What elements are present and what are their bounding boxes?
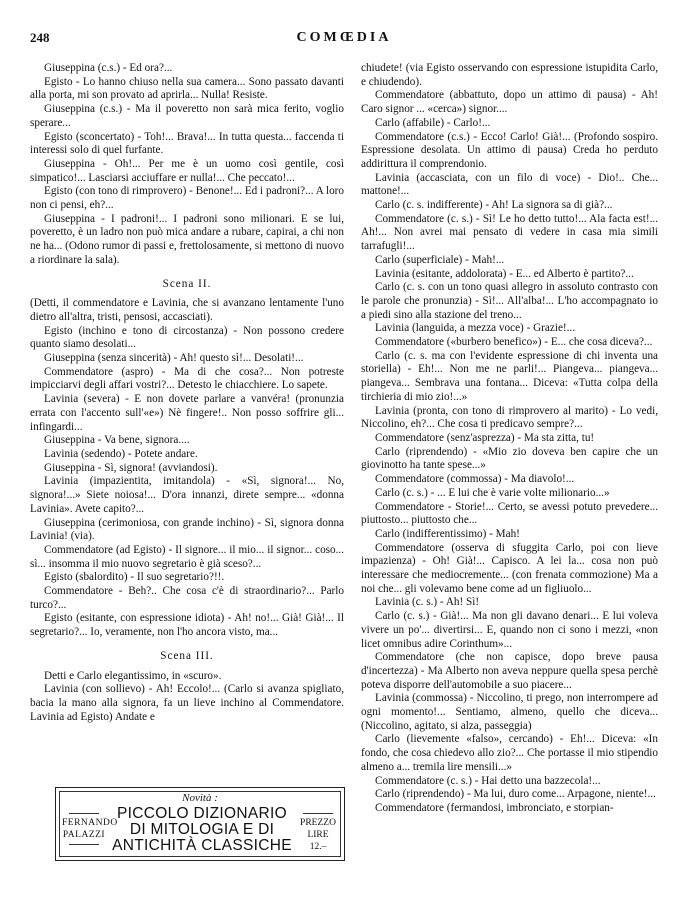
dialogue-paragraph: Commendatore - Beh?.. Che cosa c'è di straordinario?... Parlo turco?... bbox=[30, 585, 344, 611]
dialogue-paragraph: Giuseppina (c.s.) - Ed ora?... bbox=[44, 62, 173, 74]
journal-title: COMŒDIA bbox=[296, 30, 392, 45]
divider bbox=[69, 844, 99, 845]
page-number: 248 bbox=[30, 30, 50, 45]
dialogue-paragraph: Giuseppina (c.s.) - Ma il poveretto non sarà mica ferito, voglio sperare... bbox=[30, 103, 344, 129]
dialogue-paragraph: Carlo (c. s.) - ... E lui che è varie volte milionario...» bbox=[375, 486, 610, 499]
page-header bbox=[30, 30, 658, 50]
divider bbox=[303, 813, 333, 814]
dialogue-paragraph: Commendatore (commossa) - Ma diavolo!... bbox=[375, 473, 575, 486]
book-title-line: PICCOLO DIZIONARIO bbox=[117, 805, 287, 822]
dialogue-paragraph: Egisto (sconcertato) - Toh!... Brava!... In tutta questa... faccenda ti interessi solo di quel furfante. bbox=[30, 130, 344, 157]
author-last-name: PALAZZI bbox=[62, 830, 106, 840]
dialogue-paragraph: Commendatore (senz'asprezza) - Ma sta zitta, tu! bbox=[375, 431, 595, 444]
dialogue-paragraph: Giuseppina - Va bene, signora.... bbox=[44, 434, 190, 447]
dialogue-paragraph: Egisto (con tono di rimprovero) - Benone!... Ed i padroni?... A loro non ci pensi, eh?... bbox=[30, 185, 344, 212]
dialogue-paragraph: Lavinia (accasciata, con un filo di voce) - Dio!.. Che... mattone!... bbox=[361, 171, 658, 198]
advertisement-label: Novità : bbox=[182, 792, 218, 804]
dialogue-paragraph: Commendatore - Storie!... Certo, se avessi potuto prevedere... piuttosto... piuttosto che... bbox=[361, 500, 658, 527]
book-title-line: ANTICHITÀ CLASSICHE bbox=[112, 837, 292, 854]
advertisement-inner-frame bbox=[59, 791, 341, 857]
dialogue-paragraph: Commendatore (che non capisce, dopo breve pausa d'incertezza) - Ma Alberto non aveva neppure quella spesa perchè poteva disporre dell'automobile a suo piacere... bbox=[361, 651, 658, 691]
dialogue-paragraph: Carlo (c. s.) - Già!... Ma non gli davano denari... E lui voleva vivere un po'... divertirsi... E, quando non ci sono i mezzi, «non licet omnibus adire Corinthum»... bbox=[361, 610, 658, 650]
dialogue-paragraph: Giuseppina - I padroni!... I padroni sono milionari. E se lui, poveretto, è un ladro non può mica andare a rubare, capirai, a chi non ne ha... (Odono rumor di passi e, frettolosamente, si mettono di nuovo a riordinare la sala). bbox=[30, 212, 344, 266]
dialogue-paragraph: Commendatore (c. s.) - Hai detto una bazzecola!... bbox=[375, 774, 601, 787]
author-first-name: FERNANDO bbox=[62, 818, 118, 828]
dialogue-paragraph: Commendatore (c. s.) - Sì! Le ho detto tutto!... Ala facta est!... Ah!... Non avrei mai pensato di vedere in casa mia simili tarrafugli!... bbox=[361, 212, 658, 253]
dialogue-paragraph: Commendatore («burbero benefico») - E... che cosa diceva?... bbox=[375, 336, 653, 349]
dialogue-paragraph: Carlo (riprendendo) - «Mio zio doveva ben capire che un giovinotto ha tante spese...» bbox=[361, 445, 658, 472]
dialogue-paragraph: Carlo (riprendendo) - Ma lui, duro come... Arpagone, niente!... bbox=[375, 788, 656, 801]
price-value: LIRE 12.– bbox=[307, 830, 329, 852]
advertisement-book-title bbox=[110, 806, 294, 854]
dialogue-paragraph: Giuseppina - Sì, signora! (avviandosi). bbox=[44, 461, 218, 474]
dialogue-paragraph: Egisto - Lo hanno chiuso nella sua camera... Sono passato davanti alla porta, mi son provato ad aprirla... Nulla! Resiste. bbox=[30, 75, 344, 102]
dialogue-paragraph: Giuseppina (senza sincerità) - Ah! questo sì!... Desolati!... bbox=[44, 352, 304, 365]
dialogue-paragraph: Carlo (c. s. ma con l'evidente espressione di chi inventa una storiella) - Eh!... Non me ne parli!... Piangeva... piangeva... piangeva... Sembrava una fontana... Diceva: «Tutta colpa della tirchieria di mio zio!...» bbox=[361, 349, 658, 403]
dialogue-paragraph: Carlo (c. s. con un tono quasi allegro in assoluto contrasto con le parole che pronunzia) - Sì!... All'alba!... L'ho accompagnato io a piedi sino alla stazione del treno... bbox=[361, 281, 658, 321]
dialogue-paragraph: Egisto (sbalordito) - Il suo segretario?!!. bbox=[44, 571, 225, 584]
scene-heading: Scena II. bbox=[162, 277, 212, 290]
dialogue-paragraph: Commendatore (abbattuto, dopo un attimo di pausa) - Ah! Caro signor ... «cerca») signor.... bbox=[361, 89, 658, 116]
right-text-column bbox=[361, 62, 658, 816]
dialogue-paragraph: Giuseppina - Oh!... Per me è un uomo così gentile, così simpatico!... Lasciarsi acciuffare er nulla!... Che peccato!... bbox=[30, 157, 344, 184]
dialogue-paragraph: Lavinia (c. s.) - Ah! Sì! bbox=[375, 596, 480, 609]
dialogue-paragraph: Carlo (superficiale) - Mah!... bbox=[375, 253, 505, 266]
dialogue-paragraph: Commendatore (c.s.) - Ecco! Carlo! Già!... (Profondo sospiro. Espressione desolata. Un attimo di pausa) Creda ho perduto addirittura il comprendonio. bbox=[361, 130, 658, 170]
dialogue-paragraph: Carlo (indifferentissimo) - Mah! bbox=[375, 527, 520, 540]
dialogue-paragraph: Lavinia (esitante, addolorata) - E... ed Alberto è partito?... bbox=[375, 267, 634, 280]
scene-heading: Scena III. bbox=[160, 649, 214, 662]
dialogue-paragraph: Commendatore (osserva di sfuggita Carlo, poi con lieve impazienza) - Oh! Già!... Capisco. A lei la... cosa non può interessare che mediocremente... (con frenata commozione) Ma a noi che... gli volevamo bene come ad un figliuolo... bbox=[361, 541, 658, 595]
dialogue-paragraph: Egisto (esitante, con espressione idiota) - Ah! no!... Già! Già!... Il segretario?... Io, veramente, non l'ho ancora visto, ma... bbox=[30, 612, 344, 639]
dialogue-paragraph: Lavinia (sedendo) - Potete andare. bbox=[44, 447, 198, 460]
price-label: PREZZO bbox=[300, 818, 336, 828]
dialogue-paragraph: Carlo (affabile) - Carlo!... bbox=[375, 116, 491, 129]
dialogue-paragraph: Lavinia (pronta, con tono di rimprovero al marito) - Lo vedi, Niccolino, eh?... Che cosa ti predicavo sempre?... bbox=[361, 404, 658, 431]
dialogue-paragraph: chiudete! (via Egisto osservando con espressione istupidita Carlo, e chiudendo). bbox=[361, 62, 658, 88]
dialogue-paragraph: (Detti, il commendatore e Lavinia, che si avanzano lentamente l'uno dietro all'altra, tristi, pensosi, accasciati). bbox=[30, 297, 344, 323]
book-advertisement bbox=[55, 787, 345, 861]
advertisement-price bbox=[298, 810, 338, 860]
dialogue-paragraph: Egisto (inchino e tono di circostanza) - Non possono credere quanto siamo desolati... bbox=[30, 324, 344, 351]
dialogue-paragraph: Commendatore (aspro) - Ma di che cosa?... Non potreste impicciarvi degli affari vostri?... Detesto le chiacchiere. Lo sapete. bbox=[30, 365, 344, 392]
dialogue-paragraph: Lavinia (languida, a mezza voce) - Grazie!... bbox=[375, 322, 576, 335]
dialogue-paragraph: Carlo (c. s. indifferente) - Ah! La signora sa di già?... bbox=[375, 199, 613, 212]
dialogue-paragraph: Detti e Carlo elegantissimo, in «scuro». bbox=[44, 669, 222, 682]
left-text-column bbox=[30, 62, 344, 724]
divider bbox=[303, 856, 333, 857]
dialogue-paragraph: Lavinia (severa) - E non dovete parlare a vanvéra! (pronunzia errata con l'accento sull'«e») Nè fingere!.. Non posso soffrire gli... infingardi... bbox=[30, 393, 344, 433]
divider bbox=[69, 813, 99, 814]
dialogue-paragraph: Commendatore (ad Egisto) - Il signore... il mio... il signor... coso... sì... insomma il mio nuovo segretario è già sceso?... bbox=[30, 543, 344, 570]
advertisement-author bbox=[62, 810, 118, 848]
book-title-line: DI MITOLOGIA E DI bbox=[129, 821, 275, 838]
dialogue-paragraph: Commendatore (fermandosi, imbronciato, e storpian- bbox=[375, 801, 614, 814]
dialogue-paragraph: Lavinia (impazientita, imitandola) - «Sì, signora!... No, signora!...» Siete noiosa!... D'ora innanzi, direte sempre... «donna Lavinia». Avete capito?... bbox=[30, 475, 344, 515]
dialogue-paragraph: Giuseppina (cerimoniosa, con grande inchino) - Sì, signora donna Lavinia! (via). bbox=[30, 516, 344, 543]
dialogue-paragraph: Carlo (lievemente «falso», cercando) - Eh!... Diceva: «In fondo, che cosa chiedevo allo zio?... Che portasse il mio stipendio almeno a... tremila lire mensili...» bbox=[361, 733, 658, 773]
dialogue-paragraph: Lavinia (con sollievo) - Ah! Eccolo!... (Carlo si avanza spigliato, bacia la mano alla signora, fa un lieve inchino al Commendatore. Lavinia ad Egisto) Andate e bbox=[30, 683, 344, 723]
dialogue-paragraph: Lavinia (commossa) - Niccolino, ti prego, non interrompere ad ogni momento!... Sentiamo, almeno, quello che diceva... (Niccolino, agitato, si alza, passeggia) bbox=[361, 692, 658, 732]
